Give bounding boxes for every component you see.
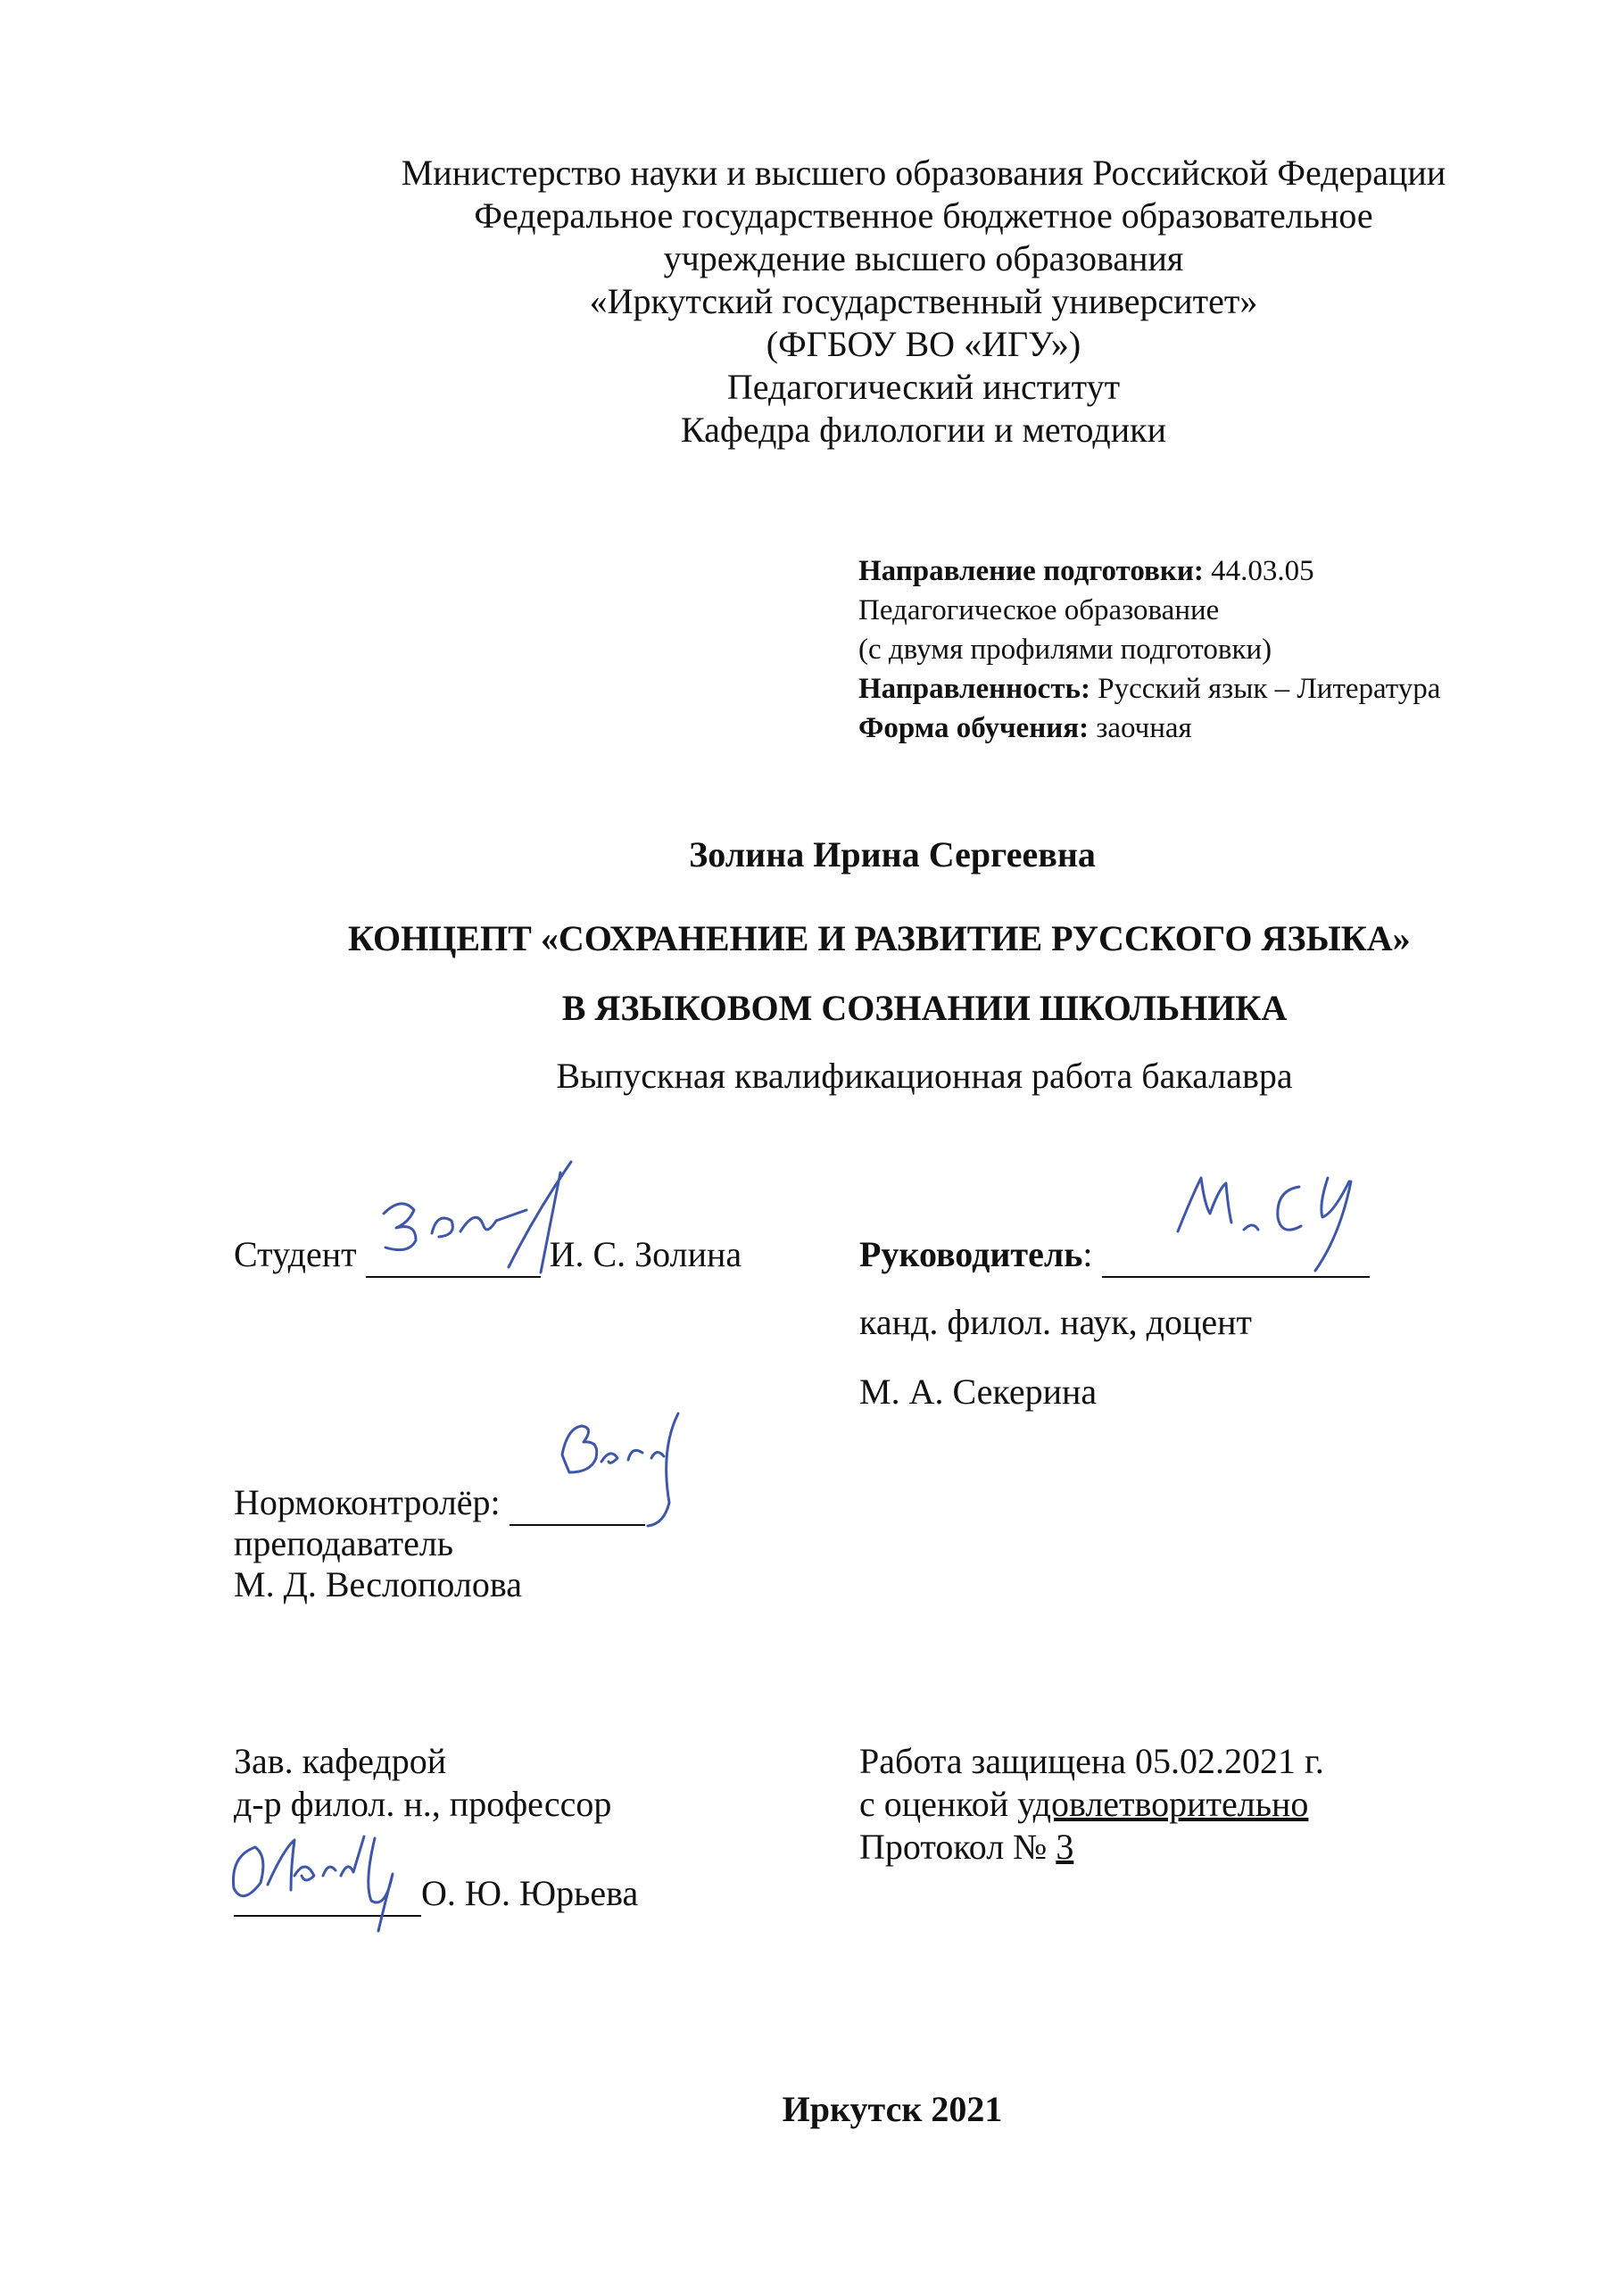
header-line-federal: Федеральное государственное бюджетное образовательное bbox=[474, 195, 1373, 236]
supervisor-label: Руководитель bbox=[859, 1234, 1083, 1274]
supervisor-name: М. А. Секерина bbox=[859, 1372, 1098, 1412]
supervisor-signature-mark bbox=[1169, 1160, 1401, 1285]
student-name: И. С. Золина bbox=[549, 1234, 742, 1274]
header-line-institution-type: учреждение высшего образования bbox=[663, 238, 1184, 278]
normcontroller-signature-mark bbox=[553, 1403, 705, 1537]
focus-value: Русский язык – Литература bbox=[1098, 673, 1441, 705]
city-year: Иркутск 2021 bbox=[782, 2089, 1003, 2129]
normcontroller-name: М. Д. Веслополова bbox=[234, 1564, 522, 1604]
direction-line-2: Педагогическое образование bbox=[858, 594, 1220, 626]
defense-grade-row bbox=[859, 1783, 1308, 1826]
head-label: Зав. кафедрой bbox=[234, 1741, 447, 1781]
head-degree: д-р филол. н., профессор bbox=[234, 1784, 612, 1824]
defense-protocol-row bbox=[859, 1826, 1073, 1869]
student-signature-mark bbox=[375, 1151, 607, 1294]
thesis-subtitle: Выпускная квалификационная работа бакалавра bbox=[556, 1056, 1293, 1096]
study-form-value: заочная bbox=[1096, 712, 1192, 744]
author-name: Золина Ирина Сергеевна bbox=[689, 834, 1096, 874]
head-name: О. Ю. Юрьева bbox=[421, 1873, 639, 1913]
thesis-title-line-1: КОНЦЕПТ «СОХРАНЕНИЕ И РАЗВИТИЕ РУССКОГО ЯЗЫКА» bbox=[348, 918, 1411, 958]
focus-line bbox=[858, 669, 1440, 709]
header-line-abbreviation: (ФГБОУ ВО «ИГУ») bbox=[766, 324, 1081, 364]
supervisor-degree: канд. филол. наук, доцент bbox=[859, 1302, 1253, 1342]
defense-grade: удовлетворительно bbox=[1017, 1784, 1309, 1824]
thesis-title-line-2: В ЯЗЫКОВОМ СОЗНАНИИ ШКОЛЬНИКА bbox=[561, 988, 1288, 1028]
direction-label: Направление подготовки: bbox=[858, 555, 1204, 587]
normcontroller-position: преподаватель bbox=[234, 1523, 454, 1563]
defense-date: Работа защищена 05.02.2021 г. bbox=[859, 1741, 1324, 1781]
direction-line-3: (с двумя профилями подготовки) bbox=[858, 634, 1272, 666]
defense-grade-prefix: с оценкой bbox=[859, 1784, 1009, 1824]
direction-value: 44.03.05 bbox=[1211, 555, 1314, 587]
header-line-institute: Педагогический институт bbox=[726, 367, 1121, 407]
header-line-ministry: Министерство науки и высшего образования Российской Федерации bbox=[401, 153, 1446, 193]
defense-protocol-number: 3 bbox=[1056, 1827, 1074, 1867]
header-line-university: «Иркутский государственный университет» bbox=[589, 281, 1258, 321]
student-label: Студент bbox=[234, 1234, 357, 1274]
supervisor-colon: : bbox=[1082, 1234, 1093, 1274]
study-form-label: Форма обучения: bbox=[858, 712, 1090, 744]
study-form-line bbox=[858, 709, 1192, 748]
normcontroller-label: Нормоконтролёр: bbox=[234, 1482, 501, 1522]
head-signature-mark bbox=[228, 1829, 425, 1927]
header-line-department: Кафедра филологии и методики bbox=[681, 410, 1166, 450]
defense-protocol-prefix: Протокол № bbox=[859, 1827, 1048, 1867]
direction-line bbox=[858, 551, 1314, 591]
focus-label: Направленность: bbox=[858, 673, 1090, 705]
